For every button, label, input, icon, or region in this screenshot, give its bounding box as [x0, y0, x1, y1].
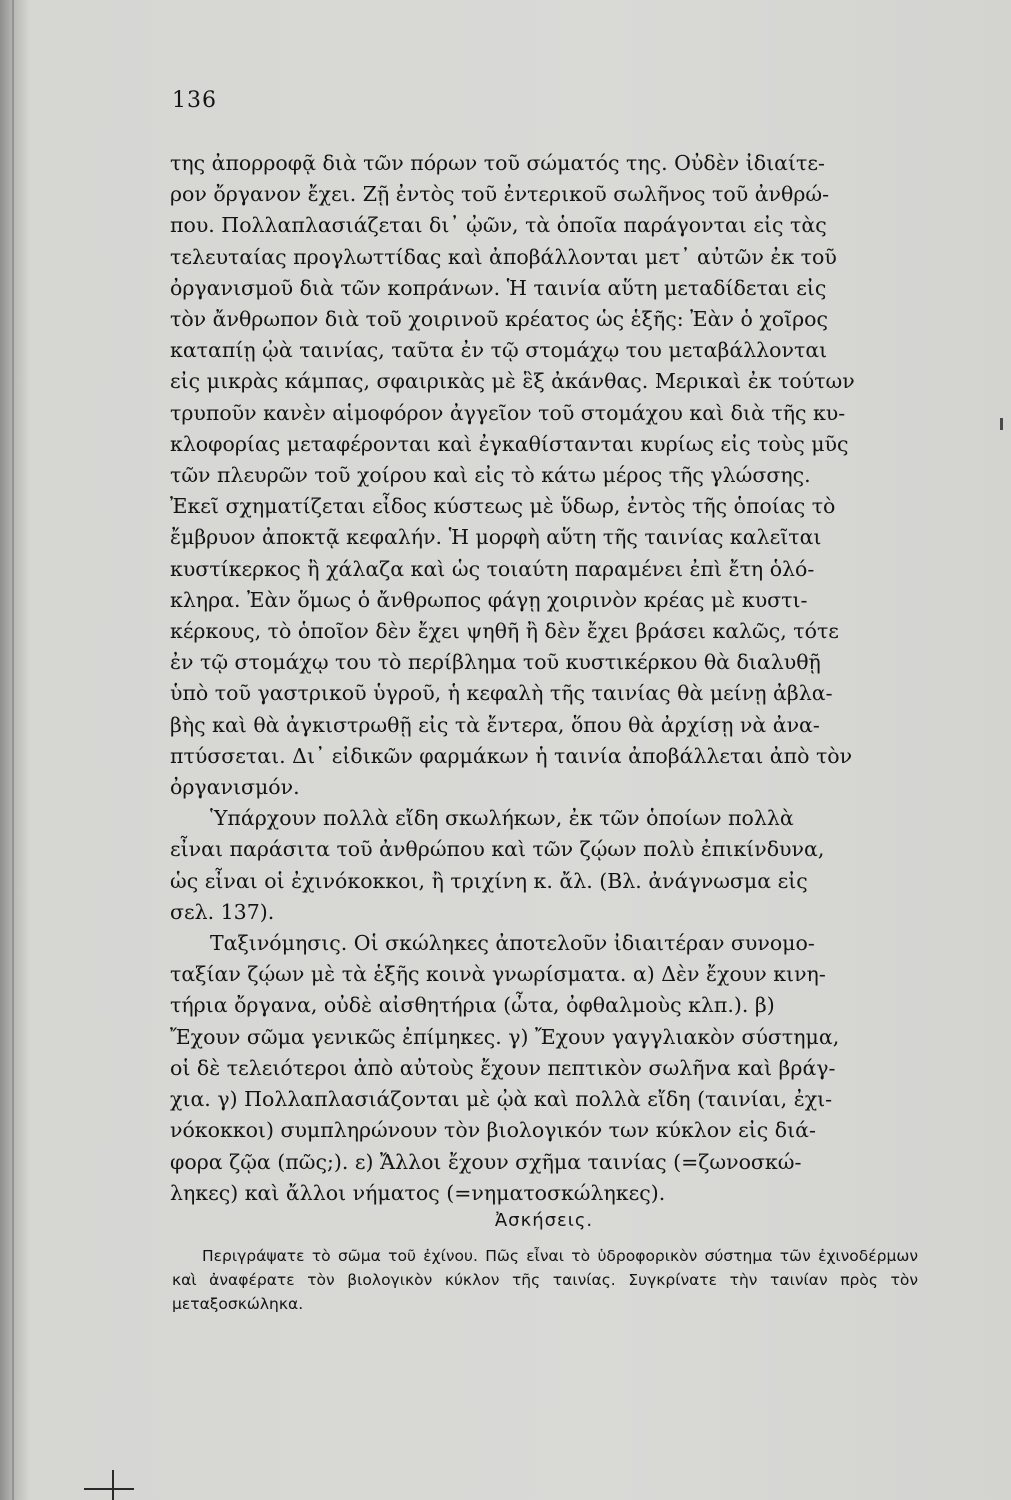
text-line: σελ. 137).: [170, 899, 275, 924]
text-line: τὸν ἄνθρωπον διὰ τοῦ χοιρινοῦ κρέατος ὡς ἑξῆς: Ἐὰν ὁ χοῖρος: [170, 307, 828, 332]
text-line: ὀργανισμόν.: [170, 775, 300, 800]
body-text: [170, 148, 918, 1209]
text-line: ἐν τῷ στομάχῳ του τὸ περίβλημα τοῦ κυστικέρκου θὰ διαλυθῇ: [170, 650, 821, 675]
text-line: κλοφορίας μεταφέρονται καὶ ἐγκαθίστανται κυρίως εἰς τοὺς μῦς: [170, 431, 849, 456]
text-line: κληρα. Ἐὰν ὅμως ὁ ἄνθρωπος φάγῃ χοιρινὸν κρέας μὲ κυστι-: [170, 587, 808, 612]
text-line: ἔμβρυον ἀποκτᾷ κεφαλήν. Ἡ μορφὴ αὕτη τῆς ταινίας καλεῖται: [170, 525, 822, 550]
text-line: νόκοκκοι) συμπληρώνουν τὸν βιολογικόν των κύκλον εἰς διά-: [170, 1118, 816, 1143]
text-line: Ἐκεῖ σχηματίζεται εἶδος κύστεως μὲ ὕδωρ, ἐντὸς τῆς ὁποίας τὸ: [170, 494, 836, 519]
text-line: ρον ὄργανον ἔχει. Ζῇ ἐντὸς τοῦ ἐντερικοῦ σωλῆνος τοῦ ἀνθρώ-: [170, 182, 830, 207]
margin-mark: [1000, 418, 1003, 430]
page-binding-shadow: [12, 0, 14, 1500]
text-line: βὴς καὶ θὰ ἀγκιστρωθῇ εἰς τὰ ἔντερα, ὅπου θὰ ἀρχίσῃ νὰ ἀνα-: [170, 712, 820, 737]
text-line: τελευταίας προγλωττίδας καὶ ἀποβάλλονται μετ᾽ αὐτῶν ἐκ τοῦ: [170, 244, 837, 269]
text-line: ληκες) καὶ ἄλλοι νήματος (=νηματοσκώληκες).: [170, 1180, 666, 1205]
exercises-text: Περιγράψατε τὸ σῶμα τοῦ ἐχίνου. Πῶς εἶναι τὸ ὑδροφορικὸν σύστημα τῶν ἐχινοδέρμων καὶ ἀναφέρατε τὸν βιολογικὸν κύκλον τῆς ταινίας. Συγκρίνατε τὴν ταινίαν πρὸς τὸν μεταξοσκώληκα.: [172, 1247, 918, 1313]
page-number: 136: [172, 88, 217, 113]
text-line: Ὑπάρχουν πολλὰ εἴδη σκωλήκων, ἐκ τῶν ὁποίων πολλὰ: [210, 806, 794, 831]
text-line: Ταξινόμησις. Οἱ σκώληκες ἀποτελοῦν ἰδιαιτέραν συνομο-: [210, 931, 815, 956]
text-line: ταξίαν ζῴων μὲ τὰ ἑξῆς κοινὰ γνωρίσματα. α) Δὲν ἔχουν κινη-: [170, 962, 826, 987]
text-line: Ἔχουν σῶμα γενικῶς ἐπίμηκες. γ) Ἔχουν γαγγλιακὸν σύστημα,: [170, 1024, 840, 1049]
text-line: φορα ζῷα (πῶς;). ε) Ἄλλοι ἔχουν σχῆμα ταινίας (=ζωνοσκώ-: [170, 1149, 802, 1174]
text-line: εἰς μικρὰς κάμπας, σφαιρικὰς μὲ ἓξ ἀκάνθας. Μερικαὶ ἐκ τούτων: [170, 369, 855, 394]
text-line: κέρκους, τὸ ὁποῖον δὲν ἔχει ψηθῆ ἢ δὲν ἔχει βράσει καλῶς, τότε: [170, 619, 839, 644]
text-line: τῶν πλευρῶν τοῦ χοίρου καὶ εἰς τὸ κάτω μέρος τῆς γλώσσης.: [170, 463, 811, 488]
text-line: που. Πολλαπλασιάζεται δι᾽ ᾠῶν, τὰ ὁποῖα παράγονται εἰς τὰς: [170, 213, 827, 238]
exercises-heading: Ἀσκήσεις.: [494, 1210, 594, 1231]
text-line: τήρια ὄργανα, οὐδὲ αἰσθητήρια (ὦτα, ὀφθαλμοὺς κλπ.). β): [170, 993, 775, 1018]
text-line: οἱ δὲ τελειότεροι ἀπὸ αὐτοὺς ἔχουν πεπτικὸν σωλῆνα καὶ βράγ-: [170, 1055, 836, 1080]
text-line: ὀργανισμοῦ διὰ τῶν κοπράνων. Ἡ ταινία αὕτη μεταδίδεται εἰς: [170, 275, 827, 300]
text-line: χια. γ) Πολλαπλασιάζονται μὲ ᾠὰ καὶ πολλὰ εἴδη (ταινίαι, ἐχι-: [170, 1087, 833, 1112]
text-line: της ἀπορροφᾷ διὰ τῶν πόρων τοῦ σώματός της. Οὐδὲν ἰδιαίτε-: [170, 151, 825, 175]
crop-mark: [84, 1488, 134, 1490]
text-line: πτύσσεται. Δι᾽ εἰδικῶν φαρμάκων ἡ ταινία ἀποβάλλεται ἀπὸ τὸν: [170, 743, 853, 768]
crop-mark: [112, 1470, 114, 1500]
text-line: ὑπὸ τοῦ γαστρικοῦ ὑγροῦ, ἡ κεφαλὴ τῆς ταινίας θὰ μείνῃ ἀβλα-: [170, 681, 833, 706]
text-line: εἶναι παράσιτα τοῦ ἀνθρώπου καὶ τῶν ζῴων πολὺ ἐπικίνδυνα,: [170, 837, 825, 862]
text-line: τρυποῦν κανὲν αἱμοφόρον ἀγγεῖον τοῦ στομάχου καὶ διὰ τῆς κυ-: [170, 400, 846, 425]
text-line: ὡς εἶναι οἱ ἐχινόκοκκοι, ἢ τριχίνη κ. ἄλ. (Βλ. ἀνάγνωσμα εἰς: [170, 868, 808, 893]
text-line: κυστίκερκος ἢ χάλαζα καὶ ὡς τοιαύτη παραμένει ἐπὶ ἔτη ὁλό-: [170, 556, 815, 581]
text-line: καταπίῃ ᾠὰ ταινίας, ταῦτα ἐν τῷ στομάχῳ του μεταβάλλονται: [170, 338, 828, 363]
